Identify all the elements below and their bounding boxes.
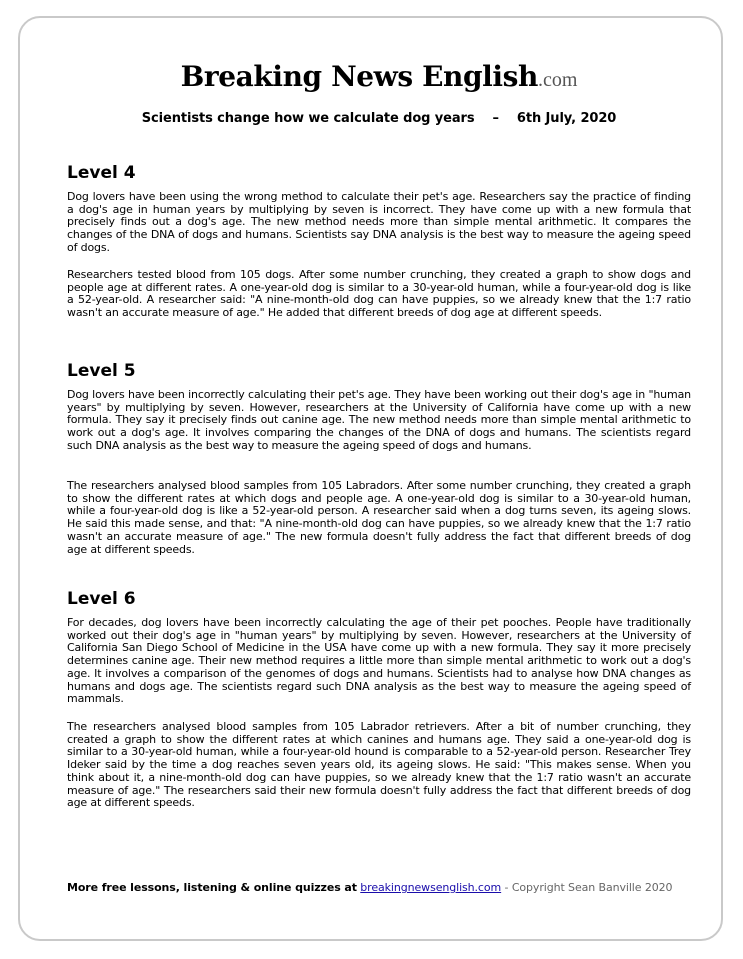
- level-6-paragraph-1: For decades, dog lovers have been incorrectly calculating the age of their pet pooches. People have traditionally worked out their dog's age in "human years" by multiplying by seven. However, researchers at the University of California San Diego School of Medicine in the USA have come up with a new formula. They say it more precisely determines canine age. Their new method requires a little more than simple mental arithmetic to work out a dog's age. It involves a comparison of the genomes of dogs and humans. Scientists had to analyse how DNA changes as humans and dogs age. The scientists regard such DNA analysis as the best way to measure the ageing speed of mammals.: [67, 616, 691, 706]
- level-4-paragraph-2: Researchers tested blood from 105 dogs. After some number crunching, they created a graph to show dogs and people age at different rates. A one-year-old dog is similar to a 30-year-old human, while a four-year-old dog is like a 52-year-old. A researcher said: "A nine-month-old dog can have puppies, so we already knew that the 1:7 ratio wasn't an accurate measure of age." He added that different breeds of dog age at different speeds.: [67, 268, 691, 320]
- masthead-name: Breaking News English: [180, 60, 538, 93]
- level-4-heading: Level 4: [67, 163, 136, 183]
- article-date: 6th July, 2020: [516, 111, 617, 126]
- level-6-paragraph-2: The researchers analysed blood samples from 105 Labrador retrievers. After a bit of number crunching, they created a graph to show the different rates at which canines and humans age. They said a one-year-old dog is similar to a 30-year-old human, while a four-year-old hound is comparable to a 52-year-old person. Researcher Trey Ideker said by the time a dog reaches seven years old, its ageing slows. He said: "This makes sense. When you think about it, a nine-month-old dog can have puppies, so we already knew that the 1:7 ratio wasn't an accurate measure of age." The researchers said their new formula doesn't fully address the fact that different breeds of dog age at different speeds.: [67, 720, 691, 810]
- page-footer: [67, 881, 691, 894]
- level-5-paragraph-1: Dog lovers have been incorrectly calculating their pet's age. They have been working out their dog's age in "human years" by multiplying by seven. However, researchers at the University of California have come up with a new formula. They say it precisely finds out canine age. The new method needs more than simple mental arithmetic to work out a dog's age. It involves comparing the changes of the DNA of dogs and humans. The scientists regard such DNA analysis as the best way to measure the ageing speed of dogs and humans.: [67, 388, 691, 452]
- level-4-paragraph-1: Dog lovers have been using the wrong method to calculate their pet's age. Researchers say the practice of finding a dog's age in human years by multiplying by seven is incorrect. They have come up with a new formula that precisely finds out a dog's age. The new method needs more than simple mental arithmetic. It compares the changes of the DNA of dogs and humans. Scientists say DNA analysis is the best way to measure the ageing speed of dogs.: [67, 190, 691, 254]
- article-headline: Scientists change how we calculate dog years: [141, 111, 475, 126]
- footer-lead: More free lessons, listening & online quizzes at: [67, 881, 357, 894]
- masthead-suffix: .com: [537, 69, 578, 91]
- article-subtitle: [67, 111, 691, 126]
- level-6-heading: Level 6: [67, 589, 136, 609]
- footer-copyright: - Copyright Sean Banville 2020: [504, 881, 673, 894]
- level-5-paragraph-2: The researchers analysed blood samples from 105 Labradors. After some number crunching, they created a graph to show the different rates at which dogs and people age. A one-year-old dog is similar to a 30-year-old human, while a four-year-old dog is like a 52-year-old person. A researcher said when a dog turns seven, its ageing slows. He said this made sense, and that: "A nine-month-old dog can have puppies, so we already knew that the 1:7 ratio wasn't an accurate measure of age." The new formula doesn't fully address the fact that different breeds of dog age at different speeds.: [67, 479, 691, 556]
- subtitle-separator: –: [492, 111, 499, 126]
- document-page: [18, 16, 723, 941]
- masthead: [67, 60, 691, 93]
- level-5-heading: Level 5: [67, 361, 136, 381]
- footer-site-link[interactable]: breakingnewsenglish.com: [360, 881, 502, 894]
